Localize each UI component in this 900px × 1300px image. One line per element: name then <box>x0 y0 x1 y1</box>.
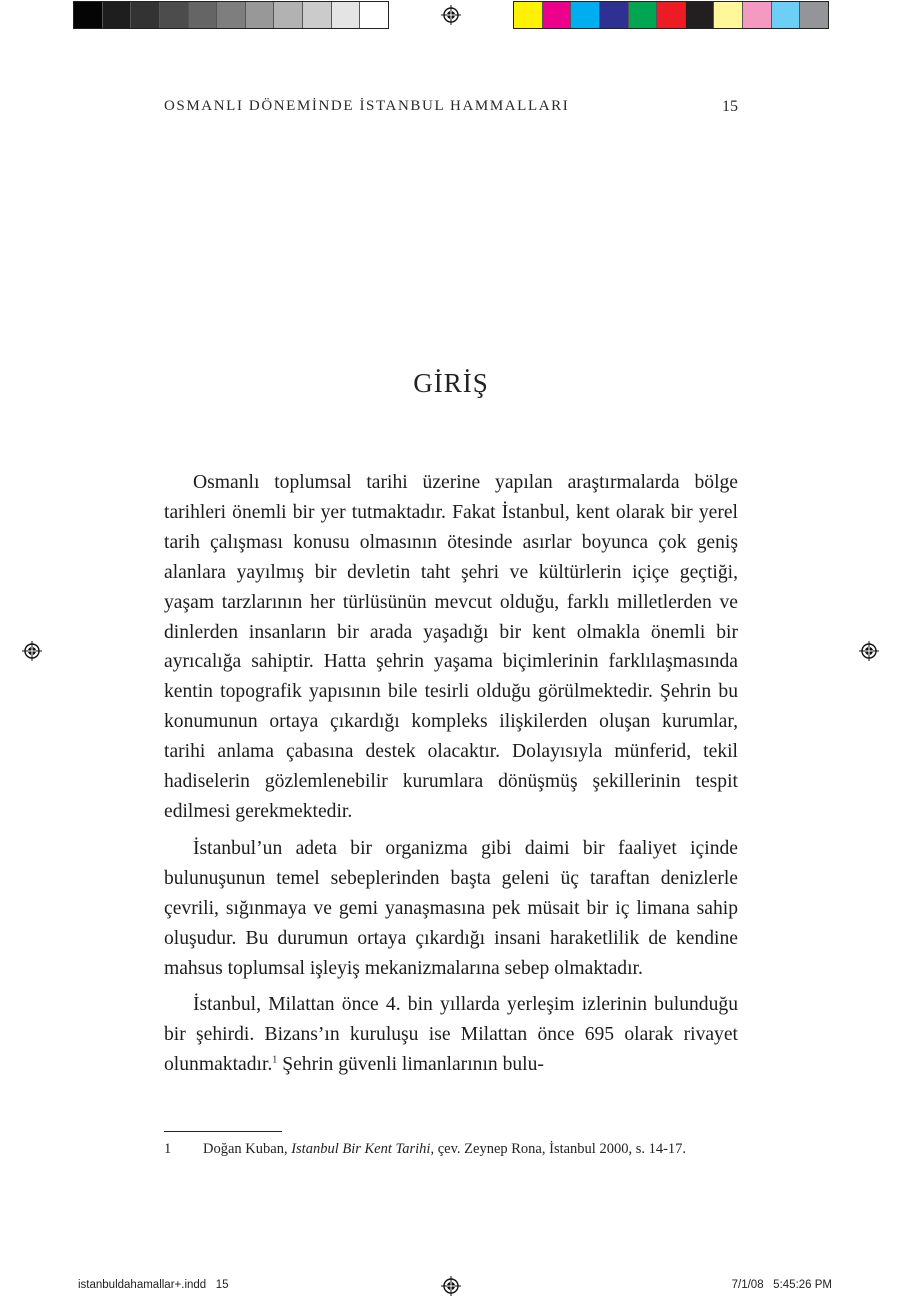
color-swatch <box>273 2 302 28</box>
color-swatch <box>713 2 742 28</box>
color-swatch <box>331 2 360 28</box>
footnote-reference: 1 <box>272 1054 278 1066</box>
paragraph: Osmanlı toplumsal tarihi üzerine yapılan araştırmalarda bölge tarihleri önemli bir yer tutmaktadır. Fakat İstanbul, kent olarak bir yerel tarih çalışması konusu olmasının ötesinde asırlar boyunca çok geniş alanlara yayılmış bir devletin taht şehri ve kültürlerin içiçe geçtiği, yaşam tarzlarının her türlüsünün mevcut olduğu, farklı milletlerden ve dinlerden insanların bir arada yaşadığı bir kent olmakla önemli bir ayrıcalığa sahiptir. Hatta şehrin yaşama biçimlerinin farklılaşmasında kentin topografik yapısının bile tesirli olduğu görülmektedir. Şehrin bu konumunun ortaya çıkardığı kompleks ilişkilerden oluşan kurumlar, tarihi anlama çabasına destek olacaktır. Dolayısıyla münferid, tekil hadiselerin gözlemlenebilir kurumlara dönüşmüş şekillerinin tespit edilmesi gerekmektedir. <box>164 472 738 822</box>
chapter-title: GİRİŞ <box>413 368 489 398</box>
color-swatch <box>799 2 828 28</box>
color-swatch <box>159 2 188 28</box>
registration-mark-icon <box>859 641 879 661</box>
paragraph: İstanbul’un adeta bir organizma gibi daimi bir faaliyet içinde bulunuşunun temel sebeplerinden başta geleni üç taraftan denizlerle çevrili, sığınmaya ve gemi yanaşmasına pek müsait bir iç limana sahip oluşudur. Bu durumun ortaya çıkardığı insani haraketlilik de kendine mahsus toplumsal işleyiş mekanizmalarına sebep olmaktadır. <box>164 837 738 979</box>
color-swatch <box>302 2 331 28</box>
color-swatch <box>102 2 131 28</box>
body-text <box>164 468 738 1087</box>
color-swatch <box>188 2 217 28</box>
paragraph <box>164 990 738 1080</box>
color-swatch <box>599 2 628 28</box>
footnote <box>164 1141 738 1158</box>
grayscale-color-bar <box>73 1 389 29</box>
slug-timestamp: 7/1/08 5:45:26 PM <box>731 1279 832 1291</box>
color-swatch <box>656 2 685 28</box>
paragraph-text: İstanbul, Milattan önce 4. bin yıllarda yerleşim izlerinin bulunduğu bir şehirdi. Bizans’ın kuruluşu ise Milattan önce 695 olarak rivayet olunmaktadır. <box>164 994 738 1076</box>
color-swatch <box>216 2 245 28</box>
color-swatch <box>514 2 542 28</box>
color-swatch <box>130 2 159 28</box>
page-number: 15 <box>722 98 738 115</box>
registration-mark-icon <box>441 5 461 25</box>
paragraph-text: Şehrin güvenli limanlarının bulu- <box>277 1054 544 1076</box>
color-swatch <box>359 2 388 28</box>
color-swatch <box>685 2 714 28</box>
registration-mark-icon <box>441 1276 461 1296</box>
color-swatch <box>245 2 274 28</box>
footnote-number: 1 <box>164 1141 172 1157</box>
footnote-book-title: Istanbul Bir Kent Tarihi <box>291 1141 431 1157</box>
footnote-rule <box>164 1131 282 1132</box>
running-head <box>164 98 738 115</box>
color-swatch <box>542 2 571 28</box>
process-color-bar <box>513 1 829 29</box>
color-swatch <box>742 2 771 28</box>
running-head-title: OSMANLI DÖNEMİNDE İSTANBUL HAMMALLARI <box>164 98 570 114</box>
color-swatch <box>628 2 657 28</box>
color-swatch <box>74 2 102 28</box>
footnote-author: Doğan Kuban, <box>203 1141 292 1157</box>
registration-mark-icon <box>22 641 42 661</box>
slug-filename: istanbuldahamallar+.indd 15 <box>78 1279 229 1291</box>
color-swatch <box>570 2 599 28</box>
footnote-details: , çev. Zeynep Rona, İstanbul 2000, s. 14-17. <box>430 1141 687 1157</box>
color-swatch <box>771 2 800 28</box>
